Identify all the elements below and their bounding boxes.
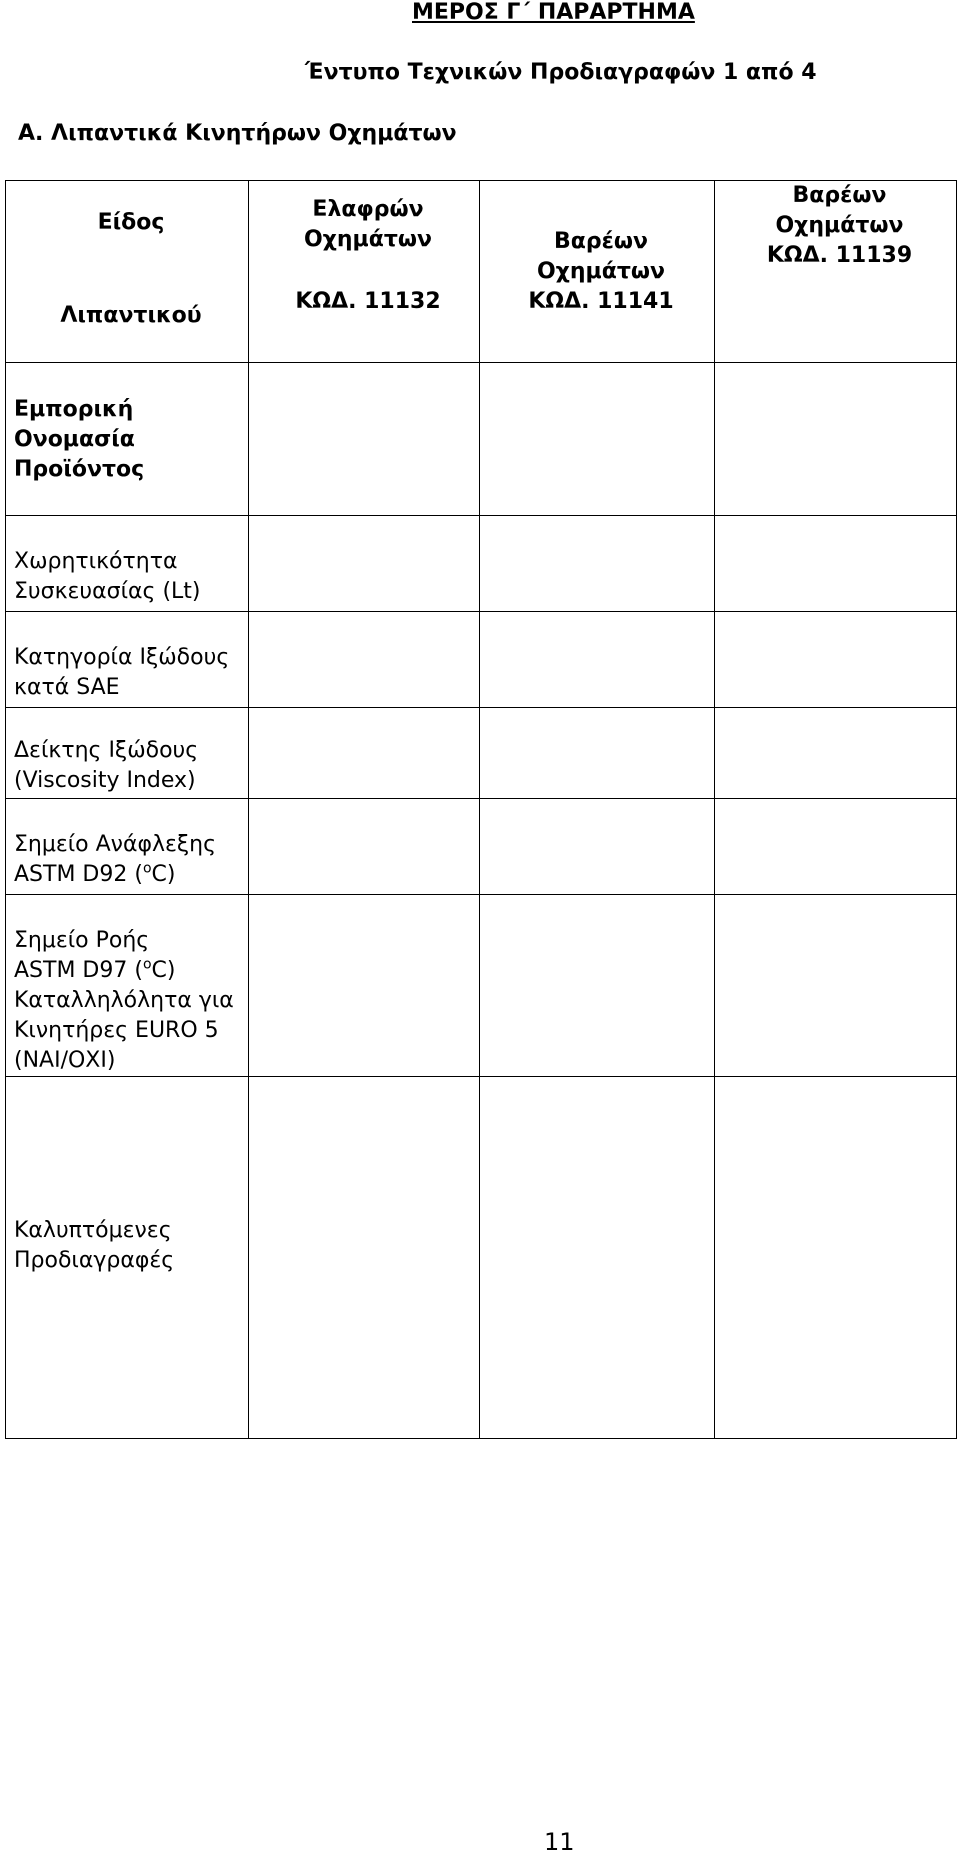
table-row (6, 516, 957, 612)
value-cell[interactable] (715, 799, 957, 895)
row-label-line: Δείκτης Ιξώδους (14, 738, 199, 763)
header-heavy-vehicles-11141-line1: Βαρέων (554, 229, 648, 254)
value-cell[interactable] (249, 895, 480, 1077)
value-cell[interactable] (480, 363, 715, 516)
table-row (6, 612, 957, 708)
header-heavy-vehicles-11141-code: ΚΩΔ. 11141 (528, 289, 674, 314)
value-cell[interactable] (715, 895, 957, 1077)
header-light-vehicles-line1: Ελαφρών (312, 197, 424, 222)
value-cell[interactable] (249, 612, 480, 708)
astm-d92-suffix: C) (151, 862, 176, 887)
part-title: ΜΕΡΟΣ Γ΄ ΠΑΡΑΡΤΗΜΑ (412, 0, 695, 25)
row-label-covered-specifications (6, 1077, 249, 1439)
header-heavy-vehicles-11139-code: ΚΩΔ. 11139 (766, 243, 913, 268)
page-number: 11 (544, 1828, 575, 1856)
row-label-line: Καταλληλόλητα για (14, 988, 234, 1013)
value-cell[interactable] (249, 363, 480, 516)
row-label-viscosity-index (6, 708, 249, 799)
value-cell[interactable] (249, 1077, 480, 1439)
form-title: Έντυπο Τεχνικών Προδιαγραφών 1 από 4 (305, 60, 817, 85)
table-row (6, 363, 957, 516)
table-row (6, 708, 957, 799)
row-label-line: Σημείο Ροής (14, 928, 150, 953)
table-header-row (6, 181, 957, 363)
value-cell[interactable] (480, 799, 715, 895)
value-cell[interactable] (480, 516, 715, 612)
value-cell[interactable] (480, 1077, 715, 1439)
specifications-table (5, 180, 957, 1439)
value-cell[interactable] (715, 612, 957, 708)
header-light-vehicles-code: ΚΩΔ. 11132 (295, 289, 441, 314)
table-row (6, 1077, 957, 1439)
row-label-line: Συσκευασίας (Lt) (14, 579, 201, 604)
row-label-line: Κατηγορία Ιξώδους (14, 645, 230, 670)
header-heavy-vehicles-11139-line1: Βαρέων (792, 183, 887, 208)
degree-superscript: o (142, 860, 152, 877)
row-label-line: (ΝΑΙ/ΟΧΙ) (14, 1048, 116, 1073)
row-label-package-capacity (6, 516, 249, 612)
row-label-line: Καλυπτόμενες (14, 1218, 172, 1243)
value-cell[interactable] (249, 799, 480, 895)
row-label-line (14, 860, 248, 890)
row-label-line: Εμπορική (14, 397, 134, 422)
row-label-pour-point-euro5 (6, 895, 249, 1077)
row-label-flash-point (6, 799, 249, 895)
section-title: Α. Λιπαντικά Κινητήρων Οχημάτων (18, 121, 457, 146)
header-lubricant-type-line1: Είδος (97, 210, 165, 235)
value-cell[interactable] (715, 1077, 957, 1439)
value-cell[interactable] (715, 708, 957, 799)
header-light-vehicles (249, 181, 480, 363)
table-row (6, 799, 957, 895)
header-heavy-vehicles-11139 (715, 181, 957, 363)
header-light-vehicles-line2: Οχημάτων (303, 227, 432, 252)
row-label-sae-viscosity (6, 612, 249, 708)
value-cell[interactable] (715, 363, 957, 516)
row-label-line: Προϊόντος (14, 457, 145, 482)
row-label-trade-name (6, 363, 249, 516)
header-lubricant-type (6, 181, 249, 363)
value-cell[interactable] (480, 612, 715, 708)
row-label-line: Κινητήρες EURO 5 (14, 1018, 219, 1043)
row-label-line: Ονομασία (14, 427, 135, 452)
value-cell[interactable] (480, 708, 715, 799)
value-cell[interactable] (249, 516, 480, 612)
value-cell[interactable] (715, 516, 957, 612)
row-label-line: Χωρητικότητα (14, 549, 178, 574)
value-cell[interactable] (249, 708, 480, 799)
row-label-line: Προδιαγραφές (14, 1248, 175, 1273)
header-heavy-vehicles-11139-line2: Οχημάτων (775, 213, 904, 238)
header-lubricant-type-line2: Λιπαντικού (60, 303, 202, 328)
row-label-line: Σημείο Ανάφλεξης (14, 832, 217, 857)
value-cell[interactable] (480, 895, 715, 1077)
astm-d97-prefix: ASTM D97 ( (14, 958, 143, 983)
header-heavy-vehicles-11141-line2: Οχημάτων (536, 259, 665, 284)
astm-d97-suffix: C) (151, 958, 176, 983)
degree-superscript: o (142, 956, 152, 973)
header-heavy-vehicles-11141 (480, 181, 715, 363)
astm-d92-prefix: ASTM D92 ( (14, 862, 143, 887)
row-label-line (14, 956, 248, 986)
table-row (6, 895, 957, 1077)
row-label-line: (Viscosity Index) (14, 768, 196, 793)
row-label-line: κατά SAE (14, 675, 120, 700)
